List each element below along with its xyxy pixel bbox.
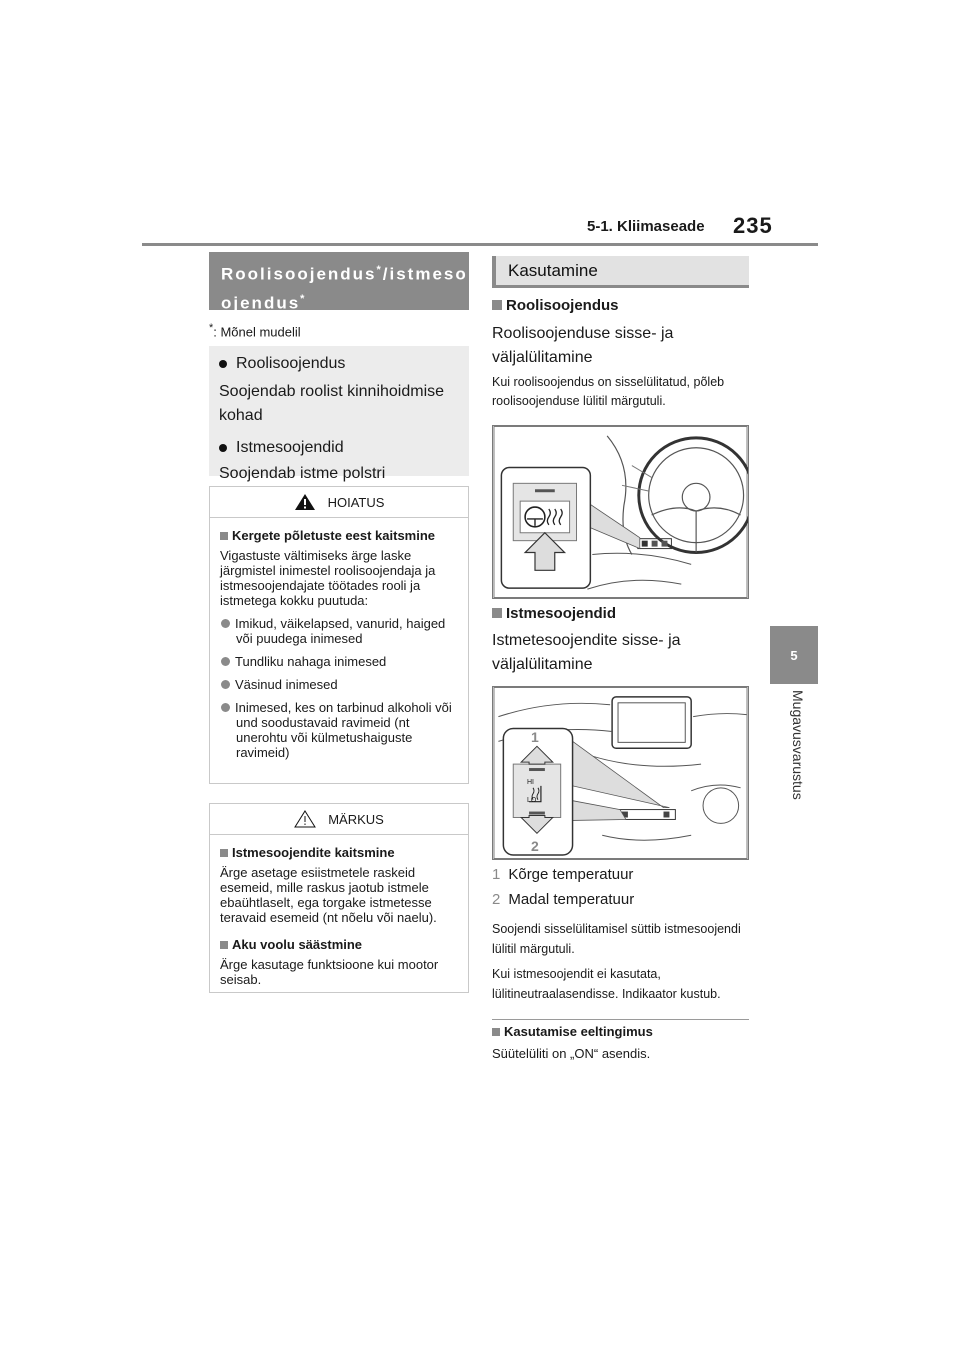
warning-intro: Vigastuste vältimiseks ärge laske järgmistel inimestel roolisoojendaja ja istmesoojendajate töötades rooli ja istmetega kokku puutuda:	[220, 548, 436, 608]
condition-heading: Kasutamise eeltingimus	[492, 1024, 750, 1039]
page-number: 235	[733, 213, 773, 238]
hi-label: HI	[527, 779, 534, 786]
bullet-icon	[221, 703, 230, 712]
chapter-tab: 5	[770, 626, 818, 684]
notice-header: MÄRKUS	[210, 804, 468, 835]
figure-callout-1: 1	[531, 729, 539, 745]
caution-outline-icon	[294, 810, 316, 828]
legend-item: 2 Madal temperatuur	[492, 891, 635, 908]
seat-text: Kui istmesoojendit ei kasutata, lülitineutraalasendisse. Indikaator kustub.	[492, 967, 721, 1001]
divider	[492, 1019, 749, 1020]
steering-text: Kui roolisoojendus on sisselülitatud, põleb roolisoojenduse lülitil märgutuli.	[492, 375, 725, 408]
notice-text: Ärge asetage esiistmetele raskeid esemeid, mille raskus jaotub istmele ebaühtlaselt, ega torgake istmetesse teravaid esemeid (nt nõelu või naelu).	[220, 865, 437, 925]
list-item: Imikud, väikelapsed, vanurid, haiged või puudega inimesed	[220, 616, 458, 646]
overview-item-text: Soojendab istme polstri	[219, 465, 386, 482]
overview-box	[209, 346, 469, 482]
figure-callout-2: 2	[531, 838, 539, 854]
section-title: 5-1. Kliimaseade	[587, 218, 705, 235]
bullet-icon	[221, 619, 230, 628]
overview-item-title: Istmesoojendid	[219, 436, 459, 460]
notice-subheading: Istmesoojendite kaitsmine	[220, 845, 458, 860]
warning-header: HOIATUS	[210, 487, 468, 518]
warning-subheading: Kergete põletuste eest kaitsmine	[220, 528, 458, 543]
legend-item: 1 Kõrge temperatuur	[492, 866, 634, 883]
list-item: Väsinud inimesed	[220, 677, 458, 692]
condition-text: Süütelüliti on „ON“ asendis.	[492, 1046, 651, 1061]
square-icon	[220, 941, 228, 949]
warning-icon	[294, 493, 316, 511]
steering-heading: Roolisoojendus	[492, 297, 750, 314]
steering-heater-figure	[492, 425, 749, 599]
bullet-icon	[219, 444, 227, 452]
notice-subheading: Aku voolu säästmine	[220, 937, 458, 952]
square-icon	[492, 300, 502, 310]
seat-text: Soojendi sisselülitamisel süttib istmesoojendi lülitil märgutuli.	[492, 922, 741, 956]
steering-subheading: Roolisoojenduse sisse- ja väljalülitamine	[492, 325, 674, 366]
seat-heater-figure	[492, 686, 749, 860]
right-section-title: Kasutamine	[492, 256, 749, 288]
square-icon	[220, 532, 228, 540]
overview-item-text: Soojendab roolist kinnihoidmise kohad	[219, 383, 445, 424]
lo-label: LO	[527, 797, 537, 804]
chapter-label: Mugavusvarustus	[790, 690, 806, 800]
footnote: *: Mõnel mudelil	[209, 322, 301, 340]
square-icon	[492, 608, 502, 618]
list-item: Tundliku nahaga inimesed	[220, 654, 458, 669]
notice-box	[209, 803, 469, 993]
seat-heading: Istmesoojendid	[492, 605, 750, 622]
bullet-icon	[219, 360, 227, 368]
overview-item-title: Roolisoojendus	[219, 352, 459, 376]
square-icon	[492, 1028, 500, 1036]
bullet-icon	[221, 657, 230, 666]
seat-subheading: Istmetesoojendite sisse- ja väljalülitamine	[492, 632, 681, 673]
warning-box	[209, 486, 469, 784]
header-divider	[142, 243, 818, 246]
bullet-icon	[221, 680, 230, 689]
square-icon	[220, 849, 228, 857]
left-section-title: Roolisoojendus*/istmeso ojendus*	[209, 252, 469, 310]
list-item: Inimesed, kes on tarbinud alkoholi või und soodustavaid ravimeid (nt unerohtu või külmetushaiguste ravimeid)	[220, 700, 458, 760]
notice-text: Ärge kasutage funktsioone kui mootor seisab.	[220, 957, 439, 987]
